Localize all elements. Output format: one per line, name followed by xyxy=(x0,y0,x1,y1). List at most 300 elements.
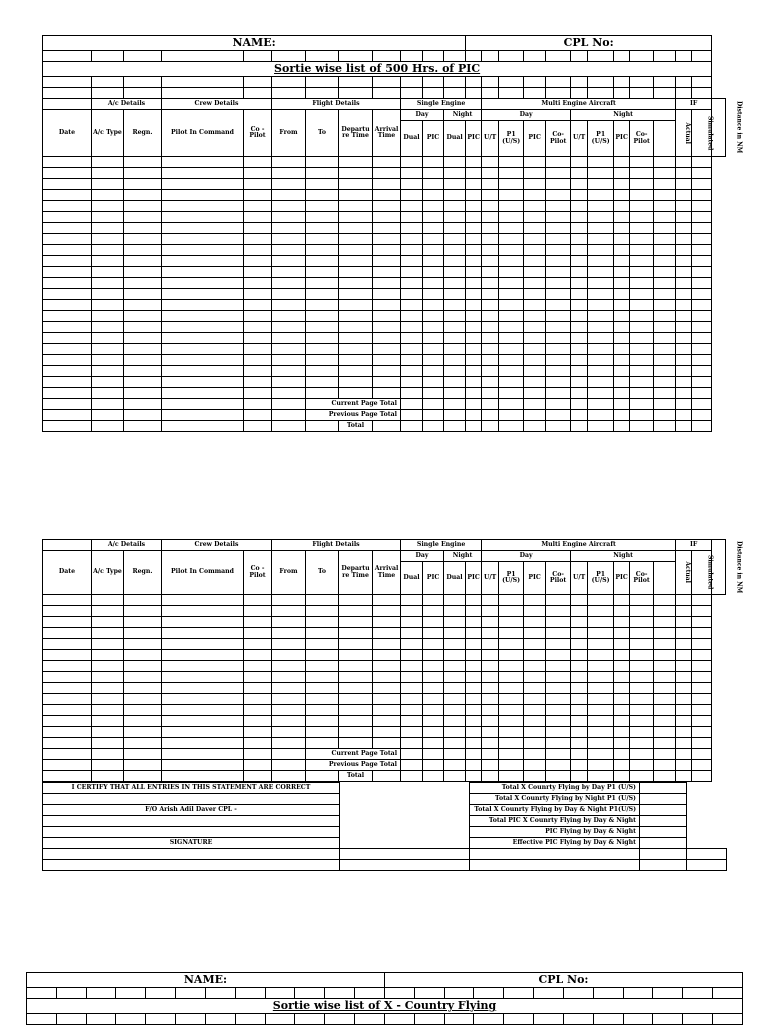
entry-cell[interactable] xyxy=(676,595,692,606)
entry-cell[interactable] xyxy=(499,168,524,179)
entry-cell[interactable] xyxy=(444,683,466,694)
entry-cell[interactable] xyxy=(676,168,692,179)
entry-cell[interactable] xyxy=(630,716,654,727)
entry-cell[interactable] xyxy=(571,355,588,366)
entry-cell[interactable] xyxy=(162,606,244,617)
entry-cell[interactable] xyxy=(244,617,272,628)
entry-cell[interactable] xyxy=(499,311,524,322)
entry-cell[interactable] xyxy=(124,256,162,267)
entry-cell[interactable] xyxy=(546,223,571,234)
entry-cell[interactable] xyxy=(272,606,306,617)
entry-cell[interactable] xyxy=(654,234,676,245)
entry-cell[interactable] xyxy=(43,289,92,300)
entry-cell[interactable] xyxy=(401,322,423,333)
entry-cell[interactable] xyxy=(676,223,692,234)
entry-cell[interactable] xyxy=(162,705,244,716)
entry-cell[interactable] xyxy=(423,289,444,300)
entry-cell[interactable] xyxy=(306,683,339,694)
entry-cell[interactable] xyxy=(499,617,524,628)
entry-cell[interactable] xyxy=(546,716,571,727)
entry-cell[interactable] xyxy=(423,322,444,333)
entry-cell[interactable] xyxy=(466,278,482,289)
entry-cell[interactable] xyxy=(423,201,444,212)
entry-cell[interactable] xyxy=(162,388,244,399)
entry-cell[interactable] xyxy=(339,388,373,399)
entry-cell[interactable] xyxy=(272,322,306,333)
entry-cell[interactable] xyxy=(466,267,482,278)
entry-cell[interactable] xyxy=(588,157,614,168)
entry-cell[interactable] xyxy=(614,300,630,311)
entry-cell[interactable] xyxy=(692,201,712,212)
entry-cell[interactable] xyxy=(92,595,124,606)
entry-cell[interactable] xyxy=(306,289,339,300)
entry-cell[interactable] xyxy=(43,245,92,256)
entry-cell[interactable] xyxy=(630,212,654,223)
entry-cell[interactable] xyxy=(482,650,499,661)
entry-cell[interactable] xyxy=(466,694,482,705)
entry-cell[interactable] xyxy=(588,672,614,683)
entry-cell[interactable] xyxy=(546,694,571,705)
entry-cell[interactable] xyxy=(482,311,499,322)
entry-cell[interactable] xyxy=(423,157,444,168)
entry-cell[interactable] xyxy=(306,606,339,617)
entry-cell[interactable] xyxy=(306,201,339,212)
entry-cell[interactable] xyxy=(162,267,244,278)
entry-cell[interactable] xyxy=(630,300,654,311)
entry-cell[interactable] xyxy=(306,639,339,650)
entry-cell[interactable] xyxy=(524,650,546,661)
entry-cell[interactable] xyxy=(444,388,466,399)
entry-cell[interactable] xyxy=(339,289,373,300)
entry-cell[interactable] xyxy=(546,168,571,179)
entry-cell[interactable] xyxy=(588,267,614,278)
entry-cell[interactable] xyxy=(244,738,272,749)
entry-cell[interactable] xyxy=(676,727,692,738)
entry-cell[interactable] xyxy=(244,179,272,190)
entry-cell[interactable] xyxy=(499,595,524,606)
entry-cell[interactable] xyxy=(306,366,339,377)
entry-cell[interactable] xyxy=(654,168,676,179)
entry-cell[interactable] xyxy=(482,245,499,256)
entry-cell[interactable] xyxy=(244,256,272,267)
entry-cell[interactable] xyxy=(546,245,571,256)
entry-cell[interactable] xyxy=(630,322,654,333)
entry-cell[interactable] xyxy=(692,267,712,278)
entry-cell[interactable] xyxy=(244,245,272,256)
entry-cell[interactable] xyxy=(614,168,630,179)
entry-cell[interactable] xyxy=(482,157,499,168)
entry-cell[interactable] xyxy=(373,650,401,661)
entry-cell[interactable] xyxy=(524,606,546,617)
entry-cell[interactable] xyxy=(630,366,654,377)
entry-cell[interactable] xyxy=(482,212,499,223)
entry-cell[interactable] xyxy=(272,694,306,705)
entry-cell[interactable] xyxy=(272,716,306,727)
entry-cell[interactable] xyxy=(654,344,676,355)
entry-cell[interactable] xyxy=(614,212,630,223)
entry-cell[interactable] xyxy=(499,705,524,716)
entry-cell[interactable] xyxy=(571,377,588,388)
entry-cell[interactable] xyxy=(676,388,692,399)
entry-cell[interactable] xyxy=(588,705,614,716)
entry-cell[interactable] xyxy=(692,245,712,256)
entry-cell[interactable] xyxy=(373,212,401,223)
entry-cell[interactable] xyxy=(676,661,692,672)
entry-cell[interactable] xyxy=(482,179,499,190)
entry-cell[interactable] xyxy=(571,212,588,223)
entry-cell[interactable] xyxy=(339,377,373,388)
entry-cell[interactable] xyxy=(162,300,244,311)
entry-cell[interactable] xyxy=(401,179,423,190)
entry-cell[interactable] xyxy=(630,289,654,300)
entry-cell[interactable] xyxy=(92,190,124,201)
entry-cell[interactable] xyxy=(373,716,401,727)
entry-cell[interactable] xyxy=(92,278,124,289)
entry-cell[interactable] xyxy=(423,190,444,201)
entry-cell[interactable] xyxy=(43,168,92,179)
entry-cell[interactable] xyxy=(162,278,244,289)
entry-cell[interactable] xyxy=(401,168,423,179)
entry-cell[interactable] xyxy=(124,267,162,278)
entry-cell[interactable] xyxy=(92,716,124,727)
entry-cell[interactable] xyxy=(466,256,482,267)
entry-cell[interactable] xyxy=(423,683,444,694)
entry-cell[interactable] xyxy=(423,694,444,705)
entry-cell[interactable] xyxy=(444,234,466,245)
entry-cell[interactable] xyxy=(373,333,401,344)
entry-cell[interactable] xyxy=(482,639,499,650)
entry-cell[interactable] xyxy=(499,157,524,168)
entry-cell[interactable] xyxy=(444,344,466,355)
entry-cell[interactable] xyxy=(588,223,614,234)
entry-cell[interactable] xyxy=(614,683,630,694)
entry-cell[interactable] xyxy=(482,606,499,617)
entry-cell[interactable] xyxy=(676,355,692,366)
entry-cell[interactable] xyxy=(272,278,306,289)
entry-cell[interactable] xyxy=(630,344,654,355)
entry-cell[interactable] xyxy=(546,311,571,322)
entry-cell[interactable] xyxy=(676,683,692,694)
entry-cell[interactable] xyxy=(444,694,466,705)
entry-cell[interactable] xyxy=(630,201,654,212)
entry-cell[interactable] xyxy=(676,311,692,322)
entry-cell[interactable] xyxy=(92,650,124,661)
entry-cell[interactable] xyxy=(306,716,339,727)
entry-cell[interactable] xyxy=(401,705,423,716)
entry-cell[interactable] xyxy=(43,377,92,388)
entry-cell[interactable] xyxy=(43,628,92,639)
entry-cell[interactable] xyxy=(92,267,124,278)
entry-cell[interactable] xyxy=(423,672,444,683)
entry-cell[interactable] xyxy=(499,661,524,672)
entry-cell[interactable] xyxy=(43,256,92,267)
entry-cell[interactable] xyxy=(272,168,306,179)
entry-cell[interactable] xyxy=(373,606,401,617)
entry-cell[interactable] xyxy=(614,355,630,366)
entry-cell[interactable] xyxy=(124,377,162,388)
entry-cell[interactable] xyxy=(692,727,712,738)
entry-cell[interactable] xyxy=(571,661,588,672)
entry-cell[interactable] xyxy=(124,322,162,333)
entry-cell[interactable] xyxy=(524,683,546,694)
entry-cell[interactable] xyxy=(124,694,162,705)
entry-cell[interactable] xyxy=(466,212,482,223)
entry-cell[interactable] xyxy=(676,617,692,628)
entry-cell[interactable] xyxy=(92,727,124,738)
entry-cell[interactable] xyxy=(92,223,124,234)
entry-cell[interactable] xyxy=(43,727,92,738)
entry-cell[interactable] xyxy=(466,705,482,716)
entry-cell[interactable] xyxy=(571,606,588,617)
entry-cell[interactable] xyxy=(124,157,162,168)
entry-cell[interactable] xyxy=(272,650,306,661)
entry-cell[interactable] xyxy=(306,300,339,311)
entry-cell[interactable] xyxy=(676,278,692,289)
entry-cell[interactable] xyxy=(423,245,444,256)
entry-cell[interactable] xyxy=(244,278,272,289)
entry-cell[interactable] xyxy=(654,311,676,322)
entry-cell[interactable] xyxy=(466,617,482,628)
entry-cell[interactable] xyxy=(373,661,401,672)
entry-cell[interactable] xyxy=(588,355,614,366)
entry-cell[interactable] xyxy=(124,639,162,650)
entry-cell[interactable] xyxy=(482,278,499,289)
entry-cell[interactable] xyxy=(306,694,339,705)
entry-cell[interactable] xyxy=(92,355,124,366)
entry-cell[interactable] xyxy=(124,705,162,716)
entry-cell[interactable] xyxy=(401,289,423,300)
entry-cell[interactable] xyxy=(124,366,162,377)
entry-cell[interactable] xyxy=(124,234,162,245)
entry-cell[interactable] xyxy=(244,650,272,661)
entry-cell[interactable] xyxy=(630,694,654,705)
entry-cell[interactable] xyxy=(546,212,571,223)
entry-cell[interactable] xyxy=(272,738,306,749)
entry-cell[interactable] xyxy=(614,694,630,705)
entry-cell[interactable] xyxy=(524,223,546,234)
entry-cell[interactable] xyxy=(482,344,499,355)
entry-cell[interactable] xyxy=(676,267,692,278)
entry-cell[interactable] xyxy=(401,694,423,705)
entry-cell[interactable] xyxy=(401,366,423,377)
entry-cell[interactable] xyxy=(401,650,423,661)
entry-cell[interactable] xyxy=(466,628,482,639)
entry-cell[interactable] xyxy=(373,639,401,650)
entry-cell[interactable] xyxy=(466,366,482,377)
entry-cell[interactable] xyxy=(482,168,499,179)
entry-cell[interactable] xyxy=(162,355,244,366)
entry-cell[interactable] xyxy=(524,672,546,683)
entry-cell[interactable] xyxy=(124,300,162,311)
entry-cell[interactable] xyxy=(676,366,692,377)
entry-cell[interactable] xyxy=(676,234,692,245)
entry-cell[interactable] xyxy=(482,705,499,716)
entry-cell[interactable] xyxy=(92,311,124,322)
entry-cell[interactable] xyxy=(499,355,524,366)
entry-cell[interactable] xyxy=(162,333,244,344)
entry-cell[interactable] xyxy=(692,179,712,190)
entry-cell[interactable] xyxy=(588,606,614,617)
entry-cell[interactable] xyxy=(692,683,712,694)
entry-cell[interactable] xyxy=(339,606,373,617)
entry-cell[interactable] xyxy=(339,179,373,190)
entry-cell[interactable] xyxy=(482,661,499,672)
entry-cell[interactable] xyxy=(92,179,124,190)
entry-cell[interactable] xyxy=(614,366,630,377)
entry-cell[interactable] xyxy=(499,738,524,749)
entry-cell[interactable] xyxy=(676,289,692,300)
entry-cell[interactable] xyxy=(524,179,546,190)
entry-cell[interactable] xyxy=(499,683,524,694)
entry-cell[interactable] xyxy=(444,617,466,628)
entry-cell[interactable] xyxy=(524,190,546,201)
entry-cell[interactable] xyxy=(306,245,339,256)
entry-cell[interactable] xyxy=(162,311,244,322)
entry-cell[interactable] xyxy=(401,606,423,617)
entry-cell[interactable] xyxy=(654,256,676,267)
entry-cell[interactable] xyxy=(614,377,630,388)
entry-cell[interactable] xyxy=(43,344,92,355)
entry-cell[interactable] xyxy=(373,377,401,388)
entry-cell[interactable] xyxy=(43,267,92,278)
entry-cell[interactable] xyxy=(630,595,654,606)
entry-cell[interactable] xyxy=(630,256,654,267)
entry-cell[interactable] xyxy=(244,606,272,617)
entry-cell[interactable] xyxy=(444,705,466,716)
entry-cell[interactable] xyxy=(692,212,712,223)
entry-cell[interactable] xyxy=(546,300,571,311)
entry-cell[interactable] xyxy=(401,738,423,749)
entry-cell[interactable] xyxy=(524,595,546,606)
entry-cell[interactable] xyxy=(92,672,124,683)
entry-cell[interactable] xyxy=(444,179,466,190)
entry-cell[interactable] xyxy=(244,223,272,234)
entry-cell[interactable] xyxy=(499,256,524,267)
entry-cell[interactable] xyxy=(43,311,92,322)
entry-cell[interactable] xyxy=(339,256,373,267)
entry-cell[interactable] xyxy=(571,179,588,190)
entry-cell[interactable] xyxy=(676,333,692,344)
entry-cell[interactable] xyxy=(614,157,630,168)
entry-cell[interactable] xyxy=(692,617,712,628)
entry-cell[interactable] xyxy=(588,234,614,245)
entry-cell[interactable] xyxy=(546,179,571,190)
entry-cell[interactable] xyxy=(244,727,272,738)
entry-cell[interactable] xyxy=(339,234,373,245)
entry-cell[interactable] xyxy=(92,366,124,377)
entry-cell[interactable] xyxy=(654,650,676,661)
entry-cell[interactable] xyxy=(614,650,630,661)
entry-cell[interactable] xyxy=(373,168,401,179)
entry-cell[interactable] xyxy=(499,639,524,650)
entry-cell[interactable] xyxy=(588,694,614,705)
entry-cell[interactable] xyxy=(524,344,546,355)
entry-cell[interactable] xyxy=(306,223,339,234)
entry-cell[interactable] xyxy=(373,694,401,705)
entry-cell[interactable] xyxy=(162,683,244,694)
entry-cell[interactable] xyxy=(423,355,444,366)
entry-cell[interactable] xyxy=(524,278,546,289)
entry-cell[interactable] xyxy=(676,179,692,190)
entry-cell[interactable] xyxy=(499,650,524,661)
entry-cell[interactable] xyxy=(373,157,401,168)
entry-cell[interactable] xyxy=(654,705,676,716)
entry-cell[interactable] xyxy=(546,322,571,333)
entry-cell[interactable] xyxy=(546,355,571,366)
entry-cell[interactable] xyxy=(423,179,444,190)
entry-cell[interactable] xyxy=(482,595,499,606)
entry-cell[interactable] xyxy=(401,333,423,344)
entry-cell[interactable] xyxy=(43,179,92,190)
entry-cell[interactable] xyxy=(482,628,499,639)
entry-cell[interactable] xyxy=(588,727,614,738)
entry-cell[interactable] xyxy=(588,683,614,694)
entry-cell[interactable] xyxy=(499,388,524,399)
entry-cell[interactable] xyxy=(339,683,373,694)
entry-cell[interactable] xyxy=(676,322,692,333)
entry-cell[interactable] xyxy=(499,366,524,377)
entry-cell[interactable] xyxy=(401,617,423,628)
entry-cell[interactable] xyxy=(306,278,339,289)
entry-cell[interactable] xyxy=(654,738,676,749)
entry-cell[interactable] xyxy=(571,157,588,168)
entry-cell[interactable] xyxy=(630,606,654,617)
entry-cell[interactable] xyxy=(244,212,272,223)
entry-cell[interactable] xyxy=(571,168,588,179)
entry-cell[interactable] xyxy=(571,267,588,278)
entry-cell[interactable] xyxy=(423,639,444,650)
entry-cell[interactable] xyxy=(524,388,546,399)
entry-cell[interactable] xyxy=(571,223,588,234)
entry-cell[interactable] xyxy=(466,355,482,366)
entry-cell[interactable] xyxy=(614,256,630,267)
entry-cell[interactable] xyxy=(654,223,676,234)
entry-cell[interactable] xyxy=(339,628,373,639)
entry-cell[interactable] xyxy=(692,157,712,168)
entry-cell[interactable] xyxy=(482,289,499,300)
entry-cell[interactable] xyxy=(339,311,373,322)
entry-cell[interactable] xyxy=(630,639,654,650)
entry-cell[interactable] xyxy=(272,190,306,201)
entry-cell[interactable] xyxy=(43,278,92,289)
entry-cell[interactable] xyxy=(466,388,482,399)
entry-cell[interactable] xyxy=(162,322,244,333)
entry-cell[interactable] xyxy=(423,388,444,399)
entry-cell[interactable] xyxy=(162,289,244,300)
entry-cell[interactable] xyxy=(124,344,162,355)
entry-cell[interactable] xyxy=(630,245,654,256)
entry-cell[interactable] xyxy=(676,377,692,388)
entry-cell[interactable] xyxy=(444,333,466,344)
entry-cell[interactable] xyxy=(339,705,373,716)
entry-cell[interactable] xyxy=(588,311,614,322)
entry-cell[interactable] xyxy=(43,190,92,201)
entry-cell[interactable] xyxy=(244,694,272,705)
entry-cell[interactable] xyxy=(401,157,423,168)
entry-cell[interactable] xyxy=(692,223,712,234)
entry-cell[interactable] xyxy=(630,377,654,388)
entry-cell[interactable] xyxy=(571,289,588,300)
entry-cell[interactable] xyxy=(306,234,339,245)
entry-cell[interactable] xyxy=(244,300,272,311)
entry-cell[interactable] xyxy=(423,595,444,606)
entry-cell[interactable] xyxy=(654,289,676,300)
entry-cell[interactable] xyxy=(546,683,571,694)
entry-cell[interactable] xyxy=(630,355,654,366)
entry-cell[interactable] xyxy=(466,201,482,212)
entry-cell[interactable] xyxy=(162,694,244,705)
entry-cell[interactable] xyxy=(614,672,630,683)
